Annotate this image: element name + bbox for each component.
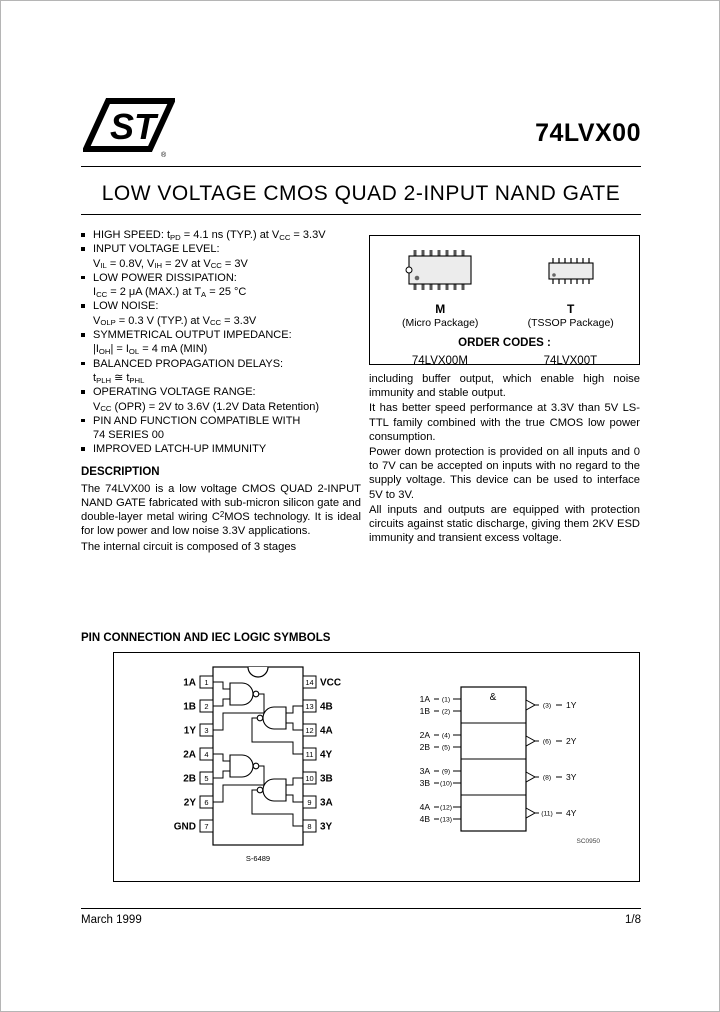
feature-item [81,342,361,356]
page-title: LOW VOLTAGE CMOS QUAD 2-INPUT NAND GATE [101,182,621,205]
pin-label: 4A [320,725,333,737]
iec-input-pin: (1) [441,696,451,704]
left-column [81,228,361,555]
pin-number: 7 [204,822,209,831]
iec-input-label: 3B [419,778,430,788]
iec-output-label: 1Y [566,700,577,710]
feature-item [81,314,361,328]
feature-text: LOW NOISE: [93,300,159,313]
iec-output-label: 4Y [566,808,577,818]
pin-number: 11 [305,750,314,759]
bullet-icon [81,328,93,342]
pin-number: 2 [204,702,209,711]
feature-text: LOW POWER DISSIPATION: [93,271,237,284]
iec-input-lines [434,696,461,819]
iec-input-pin: (13) [439,816,453,824]
bullet-icon [81,242,93,256]
package-letter-m: M [435,302,446,316]
pin-number: 12 [305,726,314,735]
feature-item [81,228,361,242]
iec-input-label: 3A [419,766,430,776]
bullet-icon [81,371,93,385]
feature-text: $V_{IL} = 0.8V$, $V_{IH} = 2V$ at $V_{CC} = 3V$ [93,257,248,271]
iec-output-lines [526,700,562,818]
feature-item [81,385,361,399]
tssop-package-image [538,244,604,296]
pin-number: 4 [204,750,209,759]
pin-label: 4Y [320,749,333,761]
order-code-t: 74LVX00T [543,355,598,367]
pin-number: 5 [204,774,209,783]
bullet-icon [81,342,93,356]
feature-text: HIGH SPEED: $t_{PD} = 4.1$ ns (TYP.) at $V_{CC} = 3.3V$ [93,229,326,242]
pin-number: 6 [204,798,209,807]
pin-label: 3A [320,797,333,809]
package-name-t: (TSSOP Package) [527,317,614,329]
iec-input-pin: (9) [441,768,451,776]
feature-item [81,400,361,414]
pin-number: 8 [307,822,312,831]
pin-label: 3B [320,773,333,785]
iec-output-pin: (8) [542,774,552,782]
soic-package-image [395,244,485,296]
feature-text: INPUT VOLTAGE LEVEL: [93,243,220,256]
package-t [528,244,614,329]
pin-number: 14 [305,678,314,687]
pin-label: 2B [183,773,196,785]
paragraph: All inputs and outputs are equipped with protection circuits against static discharge, giving them 2KV ESD immunity and transient excess voltage. [369,503,640,545]
feature-item [81,357,361,371]
iec-output-label: 2Y [566,736,577,746]
diagram-caption: SC0950 [576,838,600,845]
iec-input-pin: (12) [439,804,453,812]
iec-input-label: 1A [419,694,430,704]
feature-item [81,242,361,256]
iec-input-label: 2B [419,742,430,752]
iec-input-pin: (10) [439,780,453,788]
pin-label: 2Y [183,797,196,809]
bullet-icon [81,400,93,414]
feature-item [81,428,361,442]
pin-label: GND [173,821,196,833]
pin-number: 1 [204,678,209,687]
pin-label: 4B [320,701,333,713]
package-m [395,244,485,329]
diagram-caption: S-6489 [245,854,271,863]
pin-number: 3 [204,726,209,735]
footer-divider [81,908,641,909]
footer-page-number: 1/8 [625,914,641,926]
part-number: 74LVX00 [535,119,641,147]
order-codes-label: ORDER CODES : [458,337,551,349]
feature-item [81,271,361,285]
feature-item [81,414,361,428]
st-logo [83,97,175,164]
bullet-icon [81,299,93,313]
bullet-icon [81,442,93,456]
pin-number: 13 [305,702,314,711]
feature-item [81,442,361,456]
paragraph: It has better speed performance at 3.3V than 5V LS-TTL family combined with the true CMOS low power consumption. [369,402,640,443]
feature-text: PIN AND FUNCTION COMPATIBLE WITH [93,414,301,427]
package-name-m: (Micro Package) [401,317,479,329]
st-logo-text: ST [110,106,157,147]
feature-text: OPERATING VOLTAGE RANGE: [93,386,256,399]
section-heading: PIN CONNECTION AND IEC LOGIC SYMBOLS [81,632,331,644]
bullet-icon [81,314,93,328]
pin-label: 3Y [320,821,333,833]
pin-diagram-box [113,652,640,882]
feature-item [81,285,361,299]
pin-label: 1Y [183,725,196,737]
pin-number: 9 [307,798,312,807]
iec-input-label: 2A [419,730,430,740]
feature-item [81,328,361,342]
pin-label: 2A [183,749,196,761]
description-heading: DESCRIPTION [81,465,160,478]
iec-input-pin: (5) [441,744,451,752]
feature-text: BALANCED PROPAGATION DELAYS: [93,357,284,370]
order-code-m: 74LVX00M [411,355,468,367]
feature-text: $|I_{OH}| = I_{OL} = 4$ mA (MIN) [93,343,208,357]
bullet-icon [81,385,93,399]
bullet-icon [81,285,93,299]
feature-text: $t_{PLH}$ ≅ $t_{PHL}$ [93,371,145,385]
feature-text: 74 SERIES 00 [93,429,164,442]
iec-output-label: 3Y [566,772,577,782]
description-continued [369,372,640,545]
order-codes-row [374,355,635,367]
iec-logic-symbol [386,679,618,851]
right-column [369,235,640,546]
iec-input-label: 4B [419,814,430,824]
feature-text: $I_{CC} = 2$ μA (MAX.) at $T_A = 25$ °C [93,286,247,299]
bullet-icon [81,428,93,442]
bullet-icon [81,414,93,428]
description-paragraph: The internal circuit is composed of 3 stages [81,540,297,553]
bullet-icon [81,357,93,371]
package-images-row [374,244,635,329]
bullet-icon [81,257,93,271]
pin-label: 1A [183,677,196,689]
iec-output-pin: (6) [542,738,552,746]
feature-text: IMPROVED LATCH-UP IMMUNITY [93,443,267,456]
registered-mark: ® [161,152,167,159]
package-order-box [369,235,640,365]
footer-date: March 1999 [81,914,142,926]
iec-output-pin: (3) [542,702,552,710]
header-divider [81,166,641,167]
title-divider [81,214,641,215]
feature-text: $V_{OLP} = 0.3$ V (TYP.) at $V_{CC} = 3.3V$ [93,314,257,328]
iec-input-label: 4A [419,802,430,812]
feature-list [81,228,361,457]
pin-connection-diagram [158,661,358,873]
paragraph: Power down protection is provided on all inputs and 0 to 7V can be accepted on inputs with no regard to the supply voltage. This device can be used to interface 5V to 3V. [369,446,640,501]
paragraph: including buffer output, which enable high noise immunity and stable output. [369,373,640,400]
iec-input-pin: (2) [441,708,451,716]
description-paragraph: The 74LVX00 is a low voltage CMOS QUAD 2-INPUT NAND GATE fabricated with sub-micron silicon gate and double-layer metal wiring $C^2MOS$ technology. It is ideal for low power and low noise 3.3V applications. [81,482,361,538]
pin-number: 10 [305,774,314,783]
iec-input-pin: (4) [441,732,451,740]
iec-output-pin: (11) [541,810,553,818]
bullet-icon [81,228,93,242]
feature-item [81,371,361,385]
feature-text: SYMMETRICAL OUTPUT IMPEDANCE: [93,329,292,342]
feature-item [81,299,361,313]
feature-text: $V_{CC}$ (OPR) = 2V to 3.6V (1.2V Data Retention) [93,400,320,414]
package-letter-t: T [567,302,575,316]
pin-label: 1B [183,701,196,713]
footer [81,914,641,926]
and-function-label: & [489,692,497,703]
st-logo-image [83,97,175,159]
feature-item [81,257,361,271]
bullet-icon [81,271,93,285]
iec-input-label: 1B [419,706,430,716]
pin-label: VCC [320,677,342,689]
